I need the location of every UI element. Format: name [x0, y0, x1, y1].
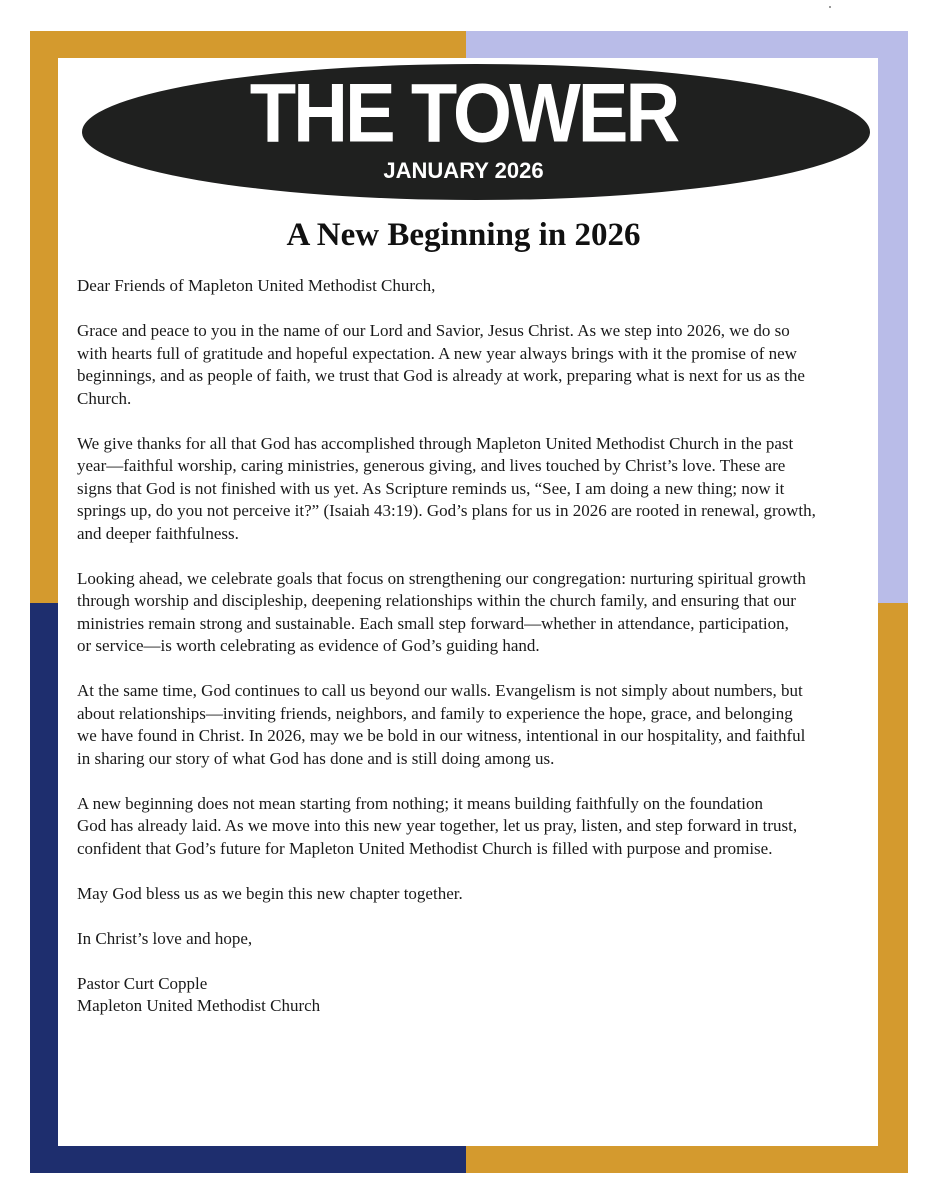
pastor-letter [77, 275, 867, 1018]
letter-paragraph: A new beginning does not mean starting from nothing; it means building faithfully on the foundation God has already laid. As we move into this new year together, let us pray, listen, and step forward in trust, confident that God’s future for Mapleton United Methodist Church is filled with purpose and promise. [77, 793, 798, 858]
masthead-title: THE TOWER [249, 66, 678, 160]
masthead-date: JANUARY 2026 [383, 158, 544, 183]
letter-salutation: Dear Friends of Mapleton United Methodist Church, [77, 276, 436, 295]
letter-paragraph: We give thanks for all that God has accomplished through Mapleton United Methodist Church in the past year—faithful worship, caring ministries, generous giving, and lives touched by Christ’s love. These are signs that God is not finished with us yet. As Scripture reminds us, “See, I am doing a new thing; now it springs up, do you not perceive it?” (Isaiah 43:19). God’s plans for us in 2026 are rooted in renewal, growth, and deeper faithfulness. [77, 433, 816, 543]
letter-closing: In Christ’s love and hope, [77, 928, 253, 948]
signature-name: Pastor Curt Copple [77, 973, 208, 993]
letter-paragraph: Grace and peace to you in the name of our Lord and Savior, Jesus Christ. As we step into 2026, we do so with hearts full of gratitude and hopeful expectation. A new year always brings with it the promise of new beginnings, and as people of faith, we trust that God is already at work, preparing what is next for us as the Church. [77, 321, 805, 408]
letter-blessing: May God bless us as we begin this new chapter together. [77, 883, 463, 903]
scan-speck [829, 6, 831, 8]
signature-church: Mapleton United Methodist Church [77, 996, 321, 1015]
letter-paragraph: At the same time, God continues to call us beyond our walls. Evangelism is not simply about numbers, but about relationships—inviting friends, neighbors, and family to experience the hope, grace, and belonging we have found in Christ. In 2026, may we be bold in our witness, intentional in our hospitality, and faithful in sharing our story of what God has done and is still doing among us. [77, 681, 806, 768]
page-headline: A New Beginning in 2026 [286, 217, 641, 253]
letter-paragraph: Looking ahead, we celebrate goals that focus on strengthening our congregation: nurturing spiritual growth through worship and discipleship, deepening relationships within the church family, and ensuring that our ministries remain strong and sustainable. Each small step forward—whether in attendance, participation, or service—is worth celebrating as evidence of God’s guiding hand. [77, 568, 806, 655]
